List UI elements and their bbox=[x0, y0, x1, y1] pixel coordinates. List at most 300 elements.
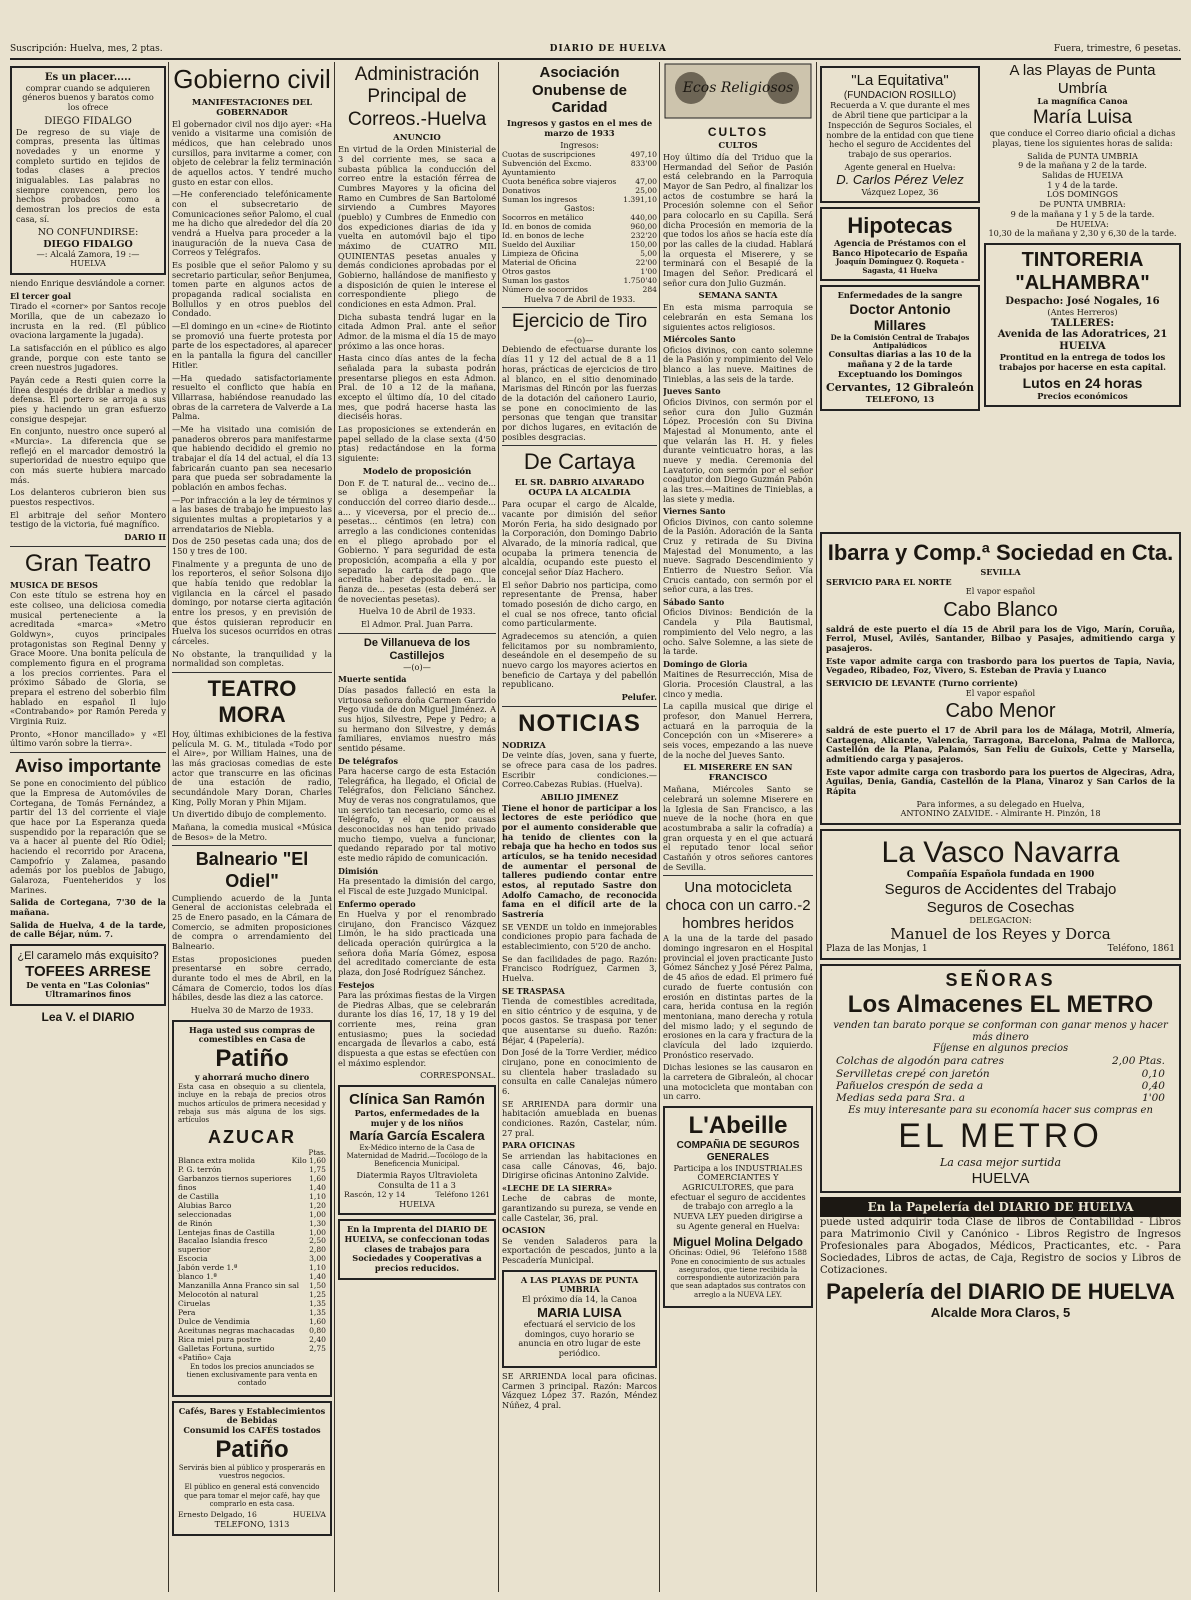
balneario-title: Balneario "El Odiel" bbox=[195, 849, 309, 891]
cultos-day: Domingo de Gloria bbox=[663, 658, 748, 669]
row-value: 1,00 bbox=[309, 1209, 326, 1219]
metro-slogan: La casa mejor surtida bbox=[939, 1155, 1062, 1169]
football-paragraph: La satisfacción en el público es algo grande, porque con este tanto se creen nuestros jugadores. bbox=[10, 342, 166, 373]
patino-note: En todos los precios anunciados se tienen exclusivamente para venta en contado bbox=[186, 1362, 318, 1388]
asociacion-gastos: Gastos: bbox=[564, 203, 595, 214]
ad-millares bbox=[820, 285, 980, 411]
papeleria-brand: Papelería del DIARIO DE HUELVA bbox=[826, 1279, 1175, 1305]
ibarra-agent: ANTONINO ZALVIDE. - Almirante H. Pinzón, 18 bbox=[900, 808, 1101, 819]
column-rule bbox=[168, 62, 169, 1592]
column-1 bbox=[10, 62, 166, 1592]
row-value: 1,00 bbox=[309, 1227, 326, 1237]
row-value: 497,10 bbox=[630, 149, 657, 159]
row-value: 2,75 bbox=[309, 1343, 326, 1353]
row-value: 2,50 bbox=[309, 1236, 326, 1246]
correos-signer: El Admor. Pral. Juan Parra. bbox=[360, 619, 474, 630]
metro-price-row bbox=[826, 1055, 1175, 1067]
row-value: 150,00 bbox=[630, 240, 657, 250]
row-label: Blanca extra molida bbox=[178, 1155, 256, 1165]
playas-small-body: El próximo día 14, la Canoa bbox=[521, 1294, 638, 1305]
ibarra-s2v: El vapor español bbox=[965, 687, 1036, 698]
noticias-title: NOTICIAS bbox=[518, 709, 641, 737]
gran-teatro-title: Gran Teatro bbox=[24, 549, 152, 577]
cartaya-title: De Cartaya bbox=[523, 449, 636, 475]
cultos-semana: SEMANA SANTA bbox=[698, 291, 778, 302]
punta-umbria-body: que conduce el Correo diario oficial a dichas playas, tiene los siguientes horas de salida: bbox=[989, 128, 1176, 149]
row-value: 22'00 bbox=[635, 257, 657, 267]
tintoreria-desp2: (Antes Herreros) bbox=[1047, 306, 1118, 317]
villanueva-paragraph: Para las próximas fiestas de la Virgen de Piedras Albas, que se celebrarán durante los días 16, 17, 18 y 19 del corriente mes, reina gran entusiasmo; pues la sociedad encargada de llevarlos a cabo, está dispuesta a que estas se efectúen con el máximo esplendor. bbox=[338, 990, 496, 1068]
gobierno-paragraph: —Me ha visitado una comisión de panaderos obreros para manifestarme que habiendo decidido el gremio no trabajar el día 14 del actual, el día 13 fabricarán cuanto pan sea necesario para que pueda ser sobradamente la población en ambos fechas. bbox=[172, 423, 332, 492]
football-signature: DARIO II bbox=[124, 531, 166, 542]
hipotecas-bank: Banco Hipotecario de España bbox=[832, 247, 968, 258]
hipotecas-sub: Agencia de Préstamos con el bbox=[834, 238, 966, 249]
villanueva-paragraph: Para hacerse cargo de esta Estación Telegráfica, ha llegado, el Oficial de Telégrafos, don Feliciano Sánchez. Muy de veras nos congratulamos, que un servicio tan necesario, como es el Telégrafo, y el que por causas desconocidas nos han tenido privado mucho tiempo, vuelva a funcionar, quedando reparado por tal motivo este medio rápido de comunicación. bbox=[338, 766, 496, 864]
metro-fix: Fíjense en algunos precios bbox=[932, 1043, 1069, 1055]
cultos-paragraph: Hoy último día del Triduo que la Hermandad del Señor de Pasión está celebrando en la Parroquia Mayor de San Pedro, al finalizar los actos de costumbre se hará la Procesión solemne con el Señor para colocarlo en su Capilla. Será dicha Procesión en memoria de la que todos los años se hacía este día por las calles de la ciudad. Hablará la orquesta el Miserere, y se terminará con el Besapié de la Imagen del Señor. Predicará el señor cura don Julio Guzmán. bbox=[663, 151, 813, 288]
punta-umbria-d2: De HUELVA: bbox=[1056, 218, 1109, 229]
noticias-item: Tiene el honor de participar a los lectores de este periódico que por el aumento considerable que ha tenido de clientes con la rebaja que ha hecho en todos sus artículos, se ha tenido necesidad de aumentar el personal de talleres pudiendo contar entre estos, al reputado Sastre don Adolfo Camacho, de reconocida fama en el difícil arte de la Sastrería bbox=[502, 802, 657, 919]
noticias-nodriza: NODRIZA bbox=[502, 739, 546, 750]
column-5 bbox=[663, 62, 813, 1592]
ornament-illustration bbox=[663, 62, 813, 120]
teatro-mora-body: Hoy, últimas exhibiciones de la festiva película M. G. M., titulada «Todo por el Aire», por William Haines, una de las más graciosas comedias de este actor que transcurre en las oficinas de una estación de radio, secundándole Mary Doran, Charles King, Polly Moran y Phin Mijam. bbox=[172, 728, 332, 807]
cafes-title: Cafés, Bares y Establecimientos de Bebidas bbox=[178, 1405, 326, 1426]
row-label: Rica miel pura postre bbox=[178, 1334, 262, 1344]
vasco-title: La Vasco Navarra bbox=[881, 835, 1120, 869]
clinica-hours: Consulta de 11 a 3 bbox=[378, 1179, 456, 1190]
metro-price-list bbox=[826, 1055, 1175, 1105]
row-value: 1.750'40 bbox=[623, 275, 657, 285]
asociacion-subhead: Ingresos y gastos en el mes de marzo de 1933 bbox=[506, 119, 653, 140]
gobierno-paragraph: —Por infracción a la ley de términos y a las bases de trabajo he impuesto las siguientes multas a propietarios y a arrendatarios de Niebla. bbox=[172, 494, 332, 534]
noticias-item: SE VENDE un toldo en inmejorables condiciones propio para fachada de establecimiento, con 5'20 de ancho. bbox=[502, 921, 657, 951]
punta-umbria-d1: De PUNTA UMBRIA: bbox=[1039, 199, 1126, 210]
ad-playas-small bbox=[502, 1270, 657, 1368]
cultos-paragraph: La capilla musical que dirige el profesor, don Manuel Herrera, actuará en la parroquia de la Concepción con un «Miserere» a seis voces, empezando a las nueve de la noche del Jueves Santo. bbox=[663, 701, 813, 760]
millares-sub: De la Comisión Central de Trabajos Antipalúdicos bbox=[830, 332, 970, 350]
villanueva-subhead: De telégrafos bbox=[338, 755, 398, 766]
row-value: 0,80 bbox=[309, 1325, 326, 1335]
equitativa-sub: (FUNDACION ROSILLO) bbox=[843, 89, 957, 101]
ibarra-info: Para informes, a su delegado en Huelva, bbox=[916, 798, 1085, 809]
cultos-day: Jueves Santo bbox=[663, 386, 721, 397]
divider bbox=[502, 445, 657, 446]
patino-price-list bbox=[178, 1157, 326, 1363]
subscription-outside: Fuera, trimestre, 6 pesetas. bbox=[1053, 44, 1181, 54]
cafes-brand: Patiño bbox=[215, 1435, 289, 1463]
row-value: 833'00 bbox=[630, 158, 657, 168]
balneario-body: Cumpliendo acuerdo de la Junta General de accionistas celebrada el 25 de Enero pasado, en la Cámara de Comercio, se admiten proposiciones de compra o arrendamiento del Balneario. bbox=[172, 892, 332, 952]
punta-umbria-s2: Salidas de HUELVA bbox=[1041, 170, 1124, 181]
football-paragraph: Los delanteros cubrieron bien sus puestos respectivos. bbox=[10, 487, 166, 507]
cafes-city: HUELVA bbox=[292, 1510, 326, 1520]
metro-title: Los Almacenes EL METRO bbox=[847, 991, 1154, 1019]
patino-brand: Patiño bbox=[215, 1045, 289, 1073]
football-paragraph: El arbitraje del señor Montero testigo de la victoria, fué magnífico. bbox=[10, 509, 166, 530]
row-label: Material de Oficina bbox=[502, 257, 577, 267]
ad-ibarra bbox=[820, 532, 1181, 825]
metro-price-row bbox=[826, 1080, 1175, 1092]
divider bbox=[502, 706, 657, 707]
row-label: Cuotas de suscripciones bbox=[502, 149, 596, 159]
papeleria-addr: Alcalde Mora Claros, 5 bbox=[930, 1305, 1071, 1321]
vasco-deleg: DELEGACION: bbox=[969, 915, 1032, 926]
price-row bbox=[178, 1345, 326, 1363]
row-value: 284 bbox=[642, 284, 657, 294]
column-3 bbox=[338, 62, 496, 1592]
tintoreria-lutos: Lutos en 24 horas bbox=[1022, 375, 1143, 392]
cafes-phone: TELEFONO, 1313 bbox=[214, 1519, 290, 1530]
gobierno-paragraph: Dos de 250 pesetas cada una; dos de 150 y tres de 100. bbox=[172, 536, 332, 556]
villanueva-paragraph: Días pasados falleció en esta la virtuosa señora doña Carmen Garrido Pego viuda de don Miguel Jiménez. A sus hijos, Silvestre, Pepe y Pedro; a su hermano don Silvestre, y demás familiares, enviamos nuestro más sentido pésame. bbox=[338, 684, 496, 753]
papeleria-body: puede usted adquirir toda Clase de libros de Contabilidad - Libros para Matrimonio Civil y Canónico - Libros Registro de Ingresos Profesionales para Abogados, Médicos, Practicantes, etc. - Para Sociedades, Libros de actas, de Caja, Registro de socios y Libros de Cotizaciones. bbox=[820, 1217, 1181, 1276]
ejercicio-title: Ejercicio de Tiro bbox=[511, 311, 648, 333]
millares-city: Gibraleón bbox=[913, 381, 974, 395]
row-value: Kilo 1,60 bbox=[291, 1155, 326, 1165]
clinica-phone: Teléfono 1261 bbox=[435, 1189, 490, 1199]
gobierno-paragraph: —Ha quedado satisfactoriamente resuelto el conflicto que había en Villarrasa, habiéndose reanudado las obras de la carretera de Valverde a La Palma. bbox=[172, 372, 332, 422]
metro-city: HUELVA bbox=[971, 1169, 1030, 1187]
row-label: finos bbox=[178, 1182, 197, 1192]
cultos-paragraph: Oficios Divinos: Bendición de la Candela y Pila Bautismal, rompimiento del Velo negro, a las ocho. Salve Solemne, a las siete de la tarde. bbox=[663, 607, 813, 657]
balneario-body2: Estas proposiciones pueden presentarse en sobre cerrado, durante todo el mes de Abril, en la Cámara de Comercio, todos los días hábiles, desde las diez a las catorce. bbox=[172, 953, 332, 1003]
row-value: 1,75 bbox=[309, 1164, 326, 1174]
vasco-addr: Plaza de las Monjas, 1 bbox=[826, 943, 928, 954]
vasco-line2: Seguros de Cosechas bbox=[926, 898, 1075, 916]
equitativa-title: "La Equitativa" bbox=[851, 72, 949, 89]
millares-address: Cervantes, 12 bbox=[826, 381, 911, 395]
newspaper-title: DIARIO DE HUELVA bbox=[549, 44, 667, 54]
ad-name: DIEGO FIDALGO bbox=[44, 115, 132, 127]
aviso-salida-1: Salida de Cortegana, 7'30 de la mañana. bbox=[10, 897, 166, 918]
row-label: Sueldo del Auxiliar bbox=[502, 240, 576, 250]
ad-clinica bbox=[338, 1085, 496, 1215]
asociacion-date: Huelva 7 de Abril de 1933. bbox=[523, 293, 636, 304]
villanueva-subhead: Muerte sentida bbox=[338, 674, 407, 685]
football-paragraph: Payán cede a Resti quien corre la línea después de driblar a medios y defensa. El portero se arroja a sus pies y haciendo un gran esfuerzo consigue despejar. bbox=[10, 374, 166, 424]
villanueva-title: De Villanueva de los Castillejos bbox=[363, 636, 471, 662]
ornament-text: Ecos Religiosos bbox=[682, 80, 794, 96]
row-label: Aceitunas negras machacadas bbox=[178, 1325, 295, 1335]
row-value: 1,35 bbox=[309, 1299, 326, 1309]
metro-item-price: 2,00 Ptas. bbox=[1112, 1055, 1165, 1068]
divider bbox=[663, 875, 813, 876]
row-label: Manzanilla Anna Franco sin sal bbox=[178, 1281, 300, 1291]
row-value: 1,50 bbox=[309, 1281, 326, 1291]
row-value: 1.391,10 bbox=[623, 194, 657, 204]
gobierno-subhead: MANIFESTACIONES DEL GOBERNADOR bbox=[191, 97, 313, 118]
clinica-city: HUELVA bbox=[399, 1198, 435, 1209]
millares-phone: TELEFONO, 13 bbox=[865, 394, 935, 405]
row-label: P. G. terrón bbox=[178, 1164, 222, 1174]
row-label: Cuota benéfica sobre viajeros bbox=[502, 176, 617, 186]
abeille-contact bbox=[669, 1249, 807, 1258]
villanueva-signer: CORRESPONSAL. bbox=[420, 1070, 496, 1081]
metro-price-row bbox=[826, 1068, 1175, 1080]
clinica-title: Clínica San Ramón bbox=[349, 1091, 485, 1109]
clinica-sub: Partos, enfermedades de la mujer y de los niños bbox=[354, 1107, 480, 1128]
asociacion-title: Asociación Onubense de Caridad bbox=[531, 64, 628, 117]
cartaya-body2: El señor Dabrio nos participa, como representante de Prensa, haber tomado posesión de dicho cargo, en el cual se nos ofrece, tanto oficial como particularmente. bbox=[502, 579, 657, 629]
vasco-contact bbox=[826, 944, 1175, 955]
cultos-paragraph: Oficios Divinos, con sermón por el señor cura don Julio Guzmán López. Procesión con Su Divina Majestad al Monumento, ante el que velarán las H. H. y fieles durante veinticuatro horas, a las nueve y media. Ceremonia del Lavatorio, con sermón por el señor coadjutor don Diego Guzmán Pabón a las tres.—Maitines de Tinieblas, a las siete y media. bbox=[663, 396, 813, 504]
equitativa-agent: D. Carlos Pérez Velez bbox=[836, 172, 964, 188]
cartaya-subhead: EL SR. DABRIO ALVARADO OCUPA LA ALCALDIA bbox=[514, 478, 645, 499]
ibarra-ship2-body: saldrá de este puerto el 17 de Abril para los de Málaga, Motril, Almería, Cartagena, Alicante, Valencia, Tarragona, Barcelona, Palma de Mallorca, Castellón de la Plana, Palamós, San Feliu de Guixols, Cette y Marsella, admitiendo carga y pasajeros. bbox=[826, 724, 1175, 764]
patino-product: AZUCAR bbox=[208, 1127, 296, 1148]
column-6-upper bbox=[820, 62, 980, 522]
ibarra-s2: SERVICIO DE LEVANTE (Turno corriente) bbox=[826, 677, 1019, 688]
villanueva-subhead: Enfermo operado bbox=[338, 898, 416, 909]
tofees-title: ¿El caramelo más exquisito? bbox=[17, 950, 159, 963]
ad-title: Es un placer..... bbox=[44, 72, 132, 83]
vasco-phone: Teléfono, 1861 bbox=[1107, 943, 1175, 954]
asociacion-ingresos: Ingresos: bbox=[560, 140, 599, 151]
punta-umbria-s2b: 1 y 4 de la tarde. bbox=[1047, 179, 1118, 190]
row-value: 232'20 bbox=[630, 231, 657, 241]
column-rule bbox=[659, 62, 660, 1592]
aviso-body: Se pone en conocimiento del público que la Empresa de Automóviles de Cortegana, de Tomás Fernández, a partir del 13 del corriente el viaje que hace por La Esperanza queda suspendido por la reparación que se va a hacer al puente del Río Odiel; haciendo el recorrido por Aracena, Campofrío y Zalamea, pasando además por los pueblos de Jabugo, Galaroza, Fuenteheridos y los Marines. bbox=[10, 778, 166, 895]
gobierno-paragraph: Es posible que el señor Palomo y su secretario particular, señor Benjumea, tomen parte en algunos actos de propaganda radical socialista en Bollullos y en otros pueblos del Condado. bbox=[172, 260, 332, 319]
tintoreria-talleres-addr: Avenida de las Adoratrices, 21 bbox=[997, 329, 1168, 341]
ejercicio-body: Debiendo de efectuarse durante los días 11 y 12 del actual de 8 a 11 horas, prácticas de ejercicios de tiro al blanco, en el sitio denominado Marismas del Rincón por las fuerzas de la dotación del cañonero Laurio, se pone en conocimiento de las personas que tengan que transitar por dichos lugares, en evitación de posibles desgracias. bbox=[502, 344, 657, 442]
row-label: Garbanzos tiernos superiores bbox=[178, 1173, 292, 1183]
ad-imprenta: En la Imprenta del DIARIO DE HUELVA, se confeccionan todas clases de trabajos para Sociedades y Cooperativas a precios reducidos. bbox=[338, 1219, 496, 1279]
punta-umbria-d2b: 10,30 de la mañana y 2,30 y 6,30 de la tarde. bbox=[988, 228, 1177, 239]
abeille-agent: Miguel Molina Delgado bbox=[672, 1234, 803, 1249]
cultos-day: Sábado Santo bbox=[663, 597, 725, 608]
row-value: 25,00 bbox=[635, 185, 657, 195]
patino-price-header: Ptas. bbox=[308, 1148, 326, 1157]
ejercicio-sep: —(o)— bbox=[565, 334, 594, 345]
millares-name: Doctor Antonio Millares bbox=[849, 300, 951, 334]
ibarra-city: SEVILLA bbox=[980, 566, 1021, 577]
column-4 bbox=[502, 62, 657, 1592]
gran-teatro-subtitle: MUSICA DE BESOS bbox=[10, 579, 98, 590]
row-label: Id. en bonos de comida bbox=[502, 222, 592, 232]
patino-intro: Haga usted sus compras de comestibles en Casa de bbox=[189, 1024, 315, 1045]
ad-diego-fidalgo bbox=[10, 66, 166, 275]
gobierno-paragraph: —He conferenciado telefónicamente con el subsecretario de Comunicaciones señor Palomo, el cual me ha dicho que alrededor del día 20 vendrá a Huelva para proceder a la inauguración de la nueva Casa de Correos y Telégrafos. bbox=[172, 189, 332, 258]
row-label: Ciruelas bbox=[178, 1299, 211, 1309]
row-label: seleccionadas bbox=[178, 1209, 232, 1219]
ibarra-title: Ibarra y Comp.ª Sociedad en Cta. bbox=[827, 540, 1174, 565]
footer-left: Lea V. el DIARIO bbox=[41, 1010, 135, 1025]
playas-small-title: A LAS PLAYAS DE PUNTA UMBRIA bbox=[520, 1274, 639, 1295]
cartaya-body: Para ocupar el cargo de Alcalde, vacante por dimisión del señor Morón Feria, ha sido designado por la Corporación, don Domingo Dabrio Alvarado, de la minoría radical, que ocupaba la primera tenencia de alcaldía, ocupando este puesto el concejal señor Díaz Hachero. bbox=[502, 499, 657, 577]
punta-umbria-d1b: 9 de la mañana y 1 y 5 de la tarde. bbox=[1010, 208, 1155, 219]
villanueva-paragraph: Ha presentado la dimisión del cargo, el Fiscal de este Juzgado Municipal. bbox=[338, 876, 496, 896]
row-value: 2,40 bbox=[309, 1334, 326, 1344]
cultos-paragraph: Oficios Divinos, con canto solemne de la Pasión. Adoración de la Santa Cruz y retirada de Su Divina Majestad del Monumento, a las nueve. Sagrado Descendimiento y Entierro de Nuestro Señor. Vía Crucis cantado, con sermón por el señor cura, a las tres. bbox=[663, 516, 813, 595]
row-label: Galletas Fortuna, surtido «Patiño» Caja bbox=[178, 1343, 275, 1362]
row-value: 1,40 bbox=[309, 1182, 326, 1192]
ad-punta-umbria bbox=[984, 62, 1181, 239]
clinica-body: Ex-Médico interno de la Casa de Maternidad de Madrid.—Tocólogo de la Beneficencia Municipal. bbox=[346, 1143, 488, 1168]
tintoreria-city: HUELVA bbox=[1059, 341, 1106, 353]
ibarra-s1: SERVICIO PARA EL NORTE bbox=[826, 576, 952, 587]
row-value: 5,00 bbox=[640, 248, 657, 258]
correos-title: Administración Principal de Correos.-Huelva bbox=[347, 64, 487, 130]
cultos-paragraph: En esta misma parroquia se celebrarán en esta Semana los siguientes actos religiosos. bbox=[663, 302, 813, 332]
football-paragraph: En conjunto, nuestro once superó al «Murcia». La diferencia que se reflejó en el marcador demostró la superioridad de nuestro equipo que con más suerte hubiera marcado más. bbox=[10, 426, 166, 485]
metro-item-price: 1'00 bbox=[1142, 1092, 1165, 1105]
row-label: Pera bbox=[178, 1308, 196, 1318]
villanueva-paragraph: En Huelva y por el renombrado cirujano, don Francisco Vázquez Limón, le ha sido practicada una delicada operación quirúrgica a la señora doña María Gómez, esposa del acreditado comerciante de esta plaza, don José Rodríguez Sánchez. bbox=[338, 908, 496, 977]
ibarra-ship2-body2: Este vapor admite carga con trasbordo para los puertos de Algeciras, Adra, Aguilas, Denia, Gandía, Castellón de la Plana, Vinaroz y San Carlos de la Rápita bbox=[826, 766, 1175, 796]
row-value: 1,10 bbox=[309, 1191, 326, 1201]
row-value: 47,00 bbox=[635, 176, 657, 186]
playas-small-boat: MARIA LUISA bbox=[537, 1304, 622, 1320]
ibarra-ship2: Cabo Menor bbox=[945, 700, 1056, 723]
tofees-place: De venta en "Las Colonias" bbox=[26, 979, 150, 990]
villanueva-subhead: Dimisión bbox=[338, 865, 379, 876]
cafes-body: Servirás bien al público y prosperarás en vuestros negocios. bbox=[178, 1463, 326, 1481]
cafes-subtitle: Consumid los CAFÉS tostados bbox=[183, 1424, 321, 1435]
patino-body: Esta casa en obsequio a su clientela, incluye en la rebaja de precios otros muchos artículos de primera necesidad y rebaja sus más alguna de los sigs. artículos bbox=[178, 1083, 326, 1125]
aviso-salida-2: Salida de Huelva, 4 de la tarde, de calle Béjar, núm. 7. bbox=[10, 919, 166, 940]
tintoreria-talleres: TALLERES: bbox=[1050, 317, 1115, 329]
noticias-item: Leche de cabras de monte, garantizando su pureza, se vende en calle Castelar, 36, pral. bbox=[502, 1193, 657, 1223]
row-label: Suman los ingresos bbox=[502, 194, 578, 204]
cafes-body2: El público en general está convencido que para tomar el mejor café, hay que comprarlo en esta casa. bbox=[184, 1483, 320, 1508]
ad-cafes bbox=[172, 1401, 332, 1536]
noticias-item: De veinte días, joven, sana y fuerte, se ofrece para casa de los padres. Escribir condiciones.—Correo.Cabezas Rubias. (Huelva). bbox=[502, 750, 657, 790]
ibarra-ship1-body2: Este vapor admite carga con trasbordo para los puertos de Tapia, Navia, Vegadeo, Ribadeo, Foz, Vivero, S. Esteban de Pravia y Luanco bbox=[826, 655, 1175, 676]
cartaya-signer: Pelufer. bbox=[621, 691, 657, 702]
row-label: Dulce de Vendimia bbox=[178, 1317, 250, 1327]
divider bbox=[338, 633, 496, 634]
gobierno-paragraph: Finalmente y a pregunta de uno de los reporteros, el señor Solsona dijo que había tenido que redoblar la vigilancia en la cárcel el pasado domingo, por notarse cierta agitación entre los presos, y en previsión de que éstos quisieran reproducir en Huelva los sucesos ocurridos en otras cárceles. bbox=[172, 558, 332, 646]
gran-teatro-body: Con este título se estrena hoy en este coliseo, una deliciosa comedia musical perteneciente a la acreditada «marca» «Metro Goldwyn», cuyos principales protagonistas son Reginal Denny y Grace Moore. Una bonita película de complemento figura en el programa a los precios corrientes. Para el próximo Sábado de Gloria, se prepara el estreno del soberbio film hablado en español Il lujo «Contrabando» por Ramón Pereda y Virginia Ruiz. bbox=[10, 590, 166, 727]
noticias-item: Don José de la Torre Verdier, médico cirujano, pone en conocimiento de su clientela haber trasladado su consulta en calle Canalejas número 6. bbox=[502, 1047, 657, 1097]
teatro-mora-title: TEATRO MORA bbox=[207, 675, 297, 727]
ad-tintoreria bbox=[984, 243, 1181, 408]
metro-item-name: Medias seda para Sra. a bbox=[836, 1092, 965, 1105]
row-value: 1,25 bbox=[309, 1290, 326, 1300]
cultos-title: CULTOS bbox=[707, 124, 769, 139]
tintoreria-desp: Despacho: José Nogales, 16 bbox=[1005, 296, 1160, 308]
abeille-address: Oficinas: Odiel, 96 bbox=[669, 1247, 741, 1257]
row-value: 1,60 bbox=[309, 1317, 326, 1327]
ibarra-ship1: Cabo Blanco bbox=[943, 598, 1058, 621]
metro-item-name: Servilletas crepé con jaretón bbox=[836, 1067, 990, 1080]
aviso-title: Aviso importante bbox=[14, 756, 162, 777]
correos-paragraph: Dicha subasta tendrá lugar en la citada Admon Pral. ante el señor Admor. de la misma el día 15 de mayo próximo a las once horas. bbox=[338, 311, 496, 351]
equitativa-agent-label: Agente general en Huelva: bbox=[844, 161, 956, 172]
correos-paragraph: Don F. de T. natural de... vecino de... se obliga a desempeñar la conducción del correo diario desde... a... y viceversa, por el precio de... pesetas... céntimos (en letra) con arreglo a las condiciones contenidas en el pliego aprobado por el Gobierno. Y para seguridad de esta proposición, acompaña a ella y por separado la carta de pago que acredita haber depositado en... la fianza de... pesetas (esta deberá ser de novecientas pesetas). bbox=[338, 477, 496, 604]
column-7-upper bbox=[984, 62, 1181, 522]
column-6-7-lower bbox=[820, 528, 1181, 1592]
column-rule bbox=[334, 62, 335, 1592]
ad-equitativa bbox=[820, 66, 980, 203]
ad-warning: NO CONFUNDIRSE: bbox=[37, 227, 139, 239]
ibarra-ship1-body: saldrá de este puerto el día 15 de Abril para los de Vigo, Marín, Coruña, Ferrol, Musel, Avilés, Santander, Bilbao y Pasajes, admitiendo carga y pasajeros. bbox=[826, 623, 1175, 653]
gobierno-title: Gobierno civil bbox=[173, 64, 331, 94]
equitativa-body: Recuerda a V. que durante el mes de Abril tiene que participar a la Inspección de Seguros Sociales, el nombre de la entidad con que tiene hecho el seguro de Accidentes del trabajo de sus operarios. bbox=[826, 100, 974, 159]
row-value: 440,00 bbox=[630, 213, 657, 223]
ad-patino bbox=[172, 1020, 332, 1397]
column-rule bbox=[498, 62, 499, 1592]
divider bbox=[172, 845, 332, 846]
noticias-item: Se arriendan las habitaciones en casa calle Cánovas, 46, bajo. Dirigirse oficinas Antonino Zalvide. bbox=[502, 1150, 657, 1181]
row-label: Otros gastos bbox=[502, 266, 551, 276]
tintoreria-name: "ALHAMBRA" bbox=[1015, 272, 1150, 295]
cultos-paragraph: Mañana, Miércoles Santo se celebrará un solemne Miserere en la Iglesia de San Francisco, a las nueve de la noche (hora en que acostumbraba a salir la cofradía) a gran orquesta y en el que actuará el reputado tenor local señor Castañón y otros señores cantores de Sevilla. bbox=[663, 784, 813, 872]
abeille-note: Pone en conocimiento de sus actuales asegurados, que tiene recibida la correspondiente autorización para que sean adaptados sus contratos con arreglo a la NUEVA LEY. bbox=[670, 1257, 806, 1299]
metro-price-row bbox=[826, 1092, 1175, 1104]
noticias-oficinas: PARA OFICINAS bbox=[502, 1140, 576, 1151]
punta-umbria-title: A las Playas de Punta Umbría bbox=[1009, 62, 1156, 97]
clinica-doctor: María García Escalera bbox=[349, 1128, 485, 1144]
row-label: Subvención del Excmo. Ayuntamiento bbox=[502, 158, 592, 177]
metro-item-price: 0,40 bbox=[1141, 1079, 1165, 1092]
divider bbox=[172, 672, 332, 673]
hipotecas-address: Joaquín Domínguez Q. Roqueta - Sagasta, 41 Huelva bbox=[835, 257, 965, 275]
vasco-line1: Seguros de Accidentes del Trabajo bbox=[884, 880, 1117, 898]
motocicleta-body2: Dichas lesiones se las causaron en la carretera de Gibraleón, al chocar una motocicleta que montaban con un carro. bbox=[663, 1062, 813, 1102]
balneario-date: Huelva 30 de Marzo de 1933. bbox=[190, 1005, 314, 1016]
tofees-brand: TOFEES ARRESE bbox=[25, 963, 151, 981]
vasco-name: Manuel de los Reyes y Dorca bbox=[890, 924, 1111, 943]
teatro-mora-body3: Mañana, la comedia musical «Música de Besos» de la Metro. bbox=[172, 821, 332, 842]
ad-tofees bbox=[10, 944, 166, 1006]
millares-top: Enfermedades de la sangre bbox=[837, 289, 963, 300]
row-label: Melocotón al natural bbox=[178, 1290, 259, 1300]
row-value: 1,10 bbox=[309, 1263, 326, 1273]
row-label: Bacalao Islandia fresco bbox=[178, 1236, 268, 1246]
row-value: 1,35 bbox=[309, 1308, 326, 1318]
ad-el-metro bbox=[820, 964, 1181, 1193]
football-intro: niendo Enrique desviándole a corner. bbox=[10, 278, 166, 289]
cultos-paragraph: Oficios divinos, con canto solemne de la Pasión y rompimiento del Velo blanco a las nueve. Maitines de Tinieblas, a las seis de la tarde. bbox=[663, 344, 813, 384]
row-label: Lentejas finas de Castilla bbox=[178, 1227, 275, 1237]
row-value: 1'00 bbox=[640, 266, 657, 276]
metro-brand: EL METRO bbox=[898, 1117, 1103, 1156]
cultos-miserere: EL MISERERE EN SAN FRANCISCO bbox=[683, 763, 793, 784]
ad-text: De regreso de su viaje de compras, presenta las últimas novedades y un enorme y completo surtido en tejidos de todas clases a precios inigualables. Las palabras no siempre convencen, pero los hechos probados como a demostran los precios de esta casa, sí. bbox=[16, 126, 160, 224]
tofees-extra: Ultramarinos finos bbox=[45, 989, 131, 1000]
column-rule bbox=[816, 62, 817, 1592]
ad-vasco-navarra bbox=[820, 829, 1181, 960]
millares-hours: Consultas diarias a las 10 de la mañana y 2 de la tarde Exceptuando los Domingos bbox=[828, 349, 972, 379]
noticias-item: Se venden Saladeros para la exportación de pescados, junto a la Pescadería Municipal. bbox=[502, 1235, 657, 1266]
hipotecas-title: Hipotecas bbox=[847, 213, 953, 239]
noticias-leche: «LECHE DE LA SIERRA» bbox=[502, 1182, 613, 1193]
row-value: 1,60 bbox=[309, 1173, 326, 1183]
divider bbox=[502, 307, 657, 308]
equitativa-address: Vázquez Lopez, 36 bbox=[861, 186, 939, 197]
noticias-item: Se dan facilidades de pago. Razón: Francisco Rodríguez, Carmen 3, Huelva. bbox=[502, 953, 657, 983]
metro-body: venden tan barato porque se conforman con ganar menos y hacer más dinero bbox=[833, 1019, 1168, 1043]
clinica-address: Rascón, 12 y 14 bbox=[344, 1189, 406, 1199]
row-value: 1,40 bbox=[309, 1272, 326, 1282]
row-label: Alubias Barco bbox=[178, 1200, 232, 1210]
cultos-sub: CULTOS bbox=[718, 140, 758, 151]
cafes-owner: Ernesto Delgado, 16 bbox=[178, 1510, 257, 1520]
villanueva-sep: —(o)— bbox=[403, 661, 431, 672]
tintoreria-precios: Precios económicos bbox=[1037, 390, 1128, 401]
abeille-body: Participa a los INDUSTRIALES COMERCIANTES Y AGRICULTORES, que para efectuar el seguro de accidentes de trabajo con arreglo a la NUEVA LEY pueden dirigirse a su Agente general en Huelva: bbox=[670, 1162, 806, 1231]
punta-umbria-boat: María Luisa bbox=[1032, 107, 1133, 129]
column-2 bbox=[172, 62, 332, 1592]
price-row bbox=[178, 1300, 326, 1309]
cartaya-body3: Agradecemos su atención, a quien felicitamos por su nombramiento, deseándole en el desempeño de su nuevo cargo los mayores aciertos en beneficio de Cartaya y del pabellón republicano. bbox=[502, 630, 657, 690]
motocicleta-title: Una motocicleta choca con un carro.-2 hombres heridos bbox=[665, 879, 811, 932]
row-label: Id. en bonos de leche bbox=[502, 231, 585, 241]
noticias-item: SE ARRIENDA local para oficinas. Carmen 3 principal. Razón: Marcos Vázquez López 37. Razón, Méndez Núñez, 4 pral. bbox=[502, 1370, 657, 1410]
